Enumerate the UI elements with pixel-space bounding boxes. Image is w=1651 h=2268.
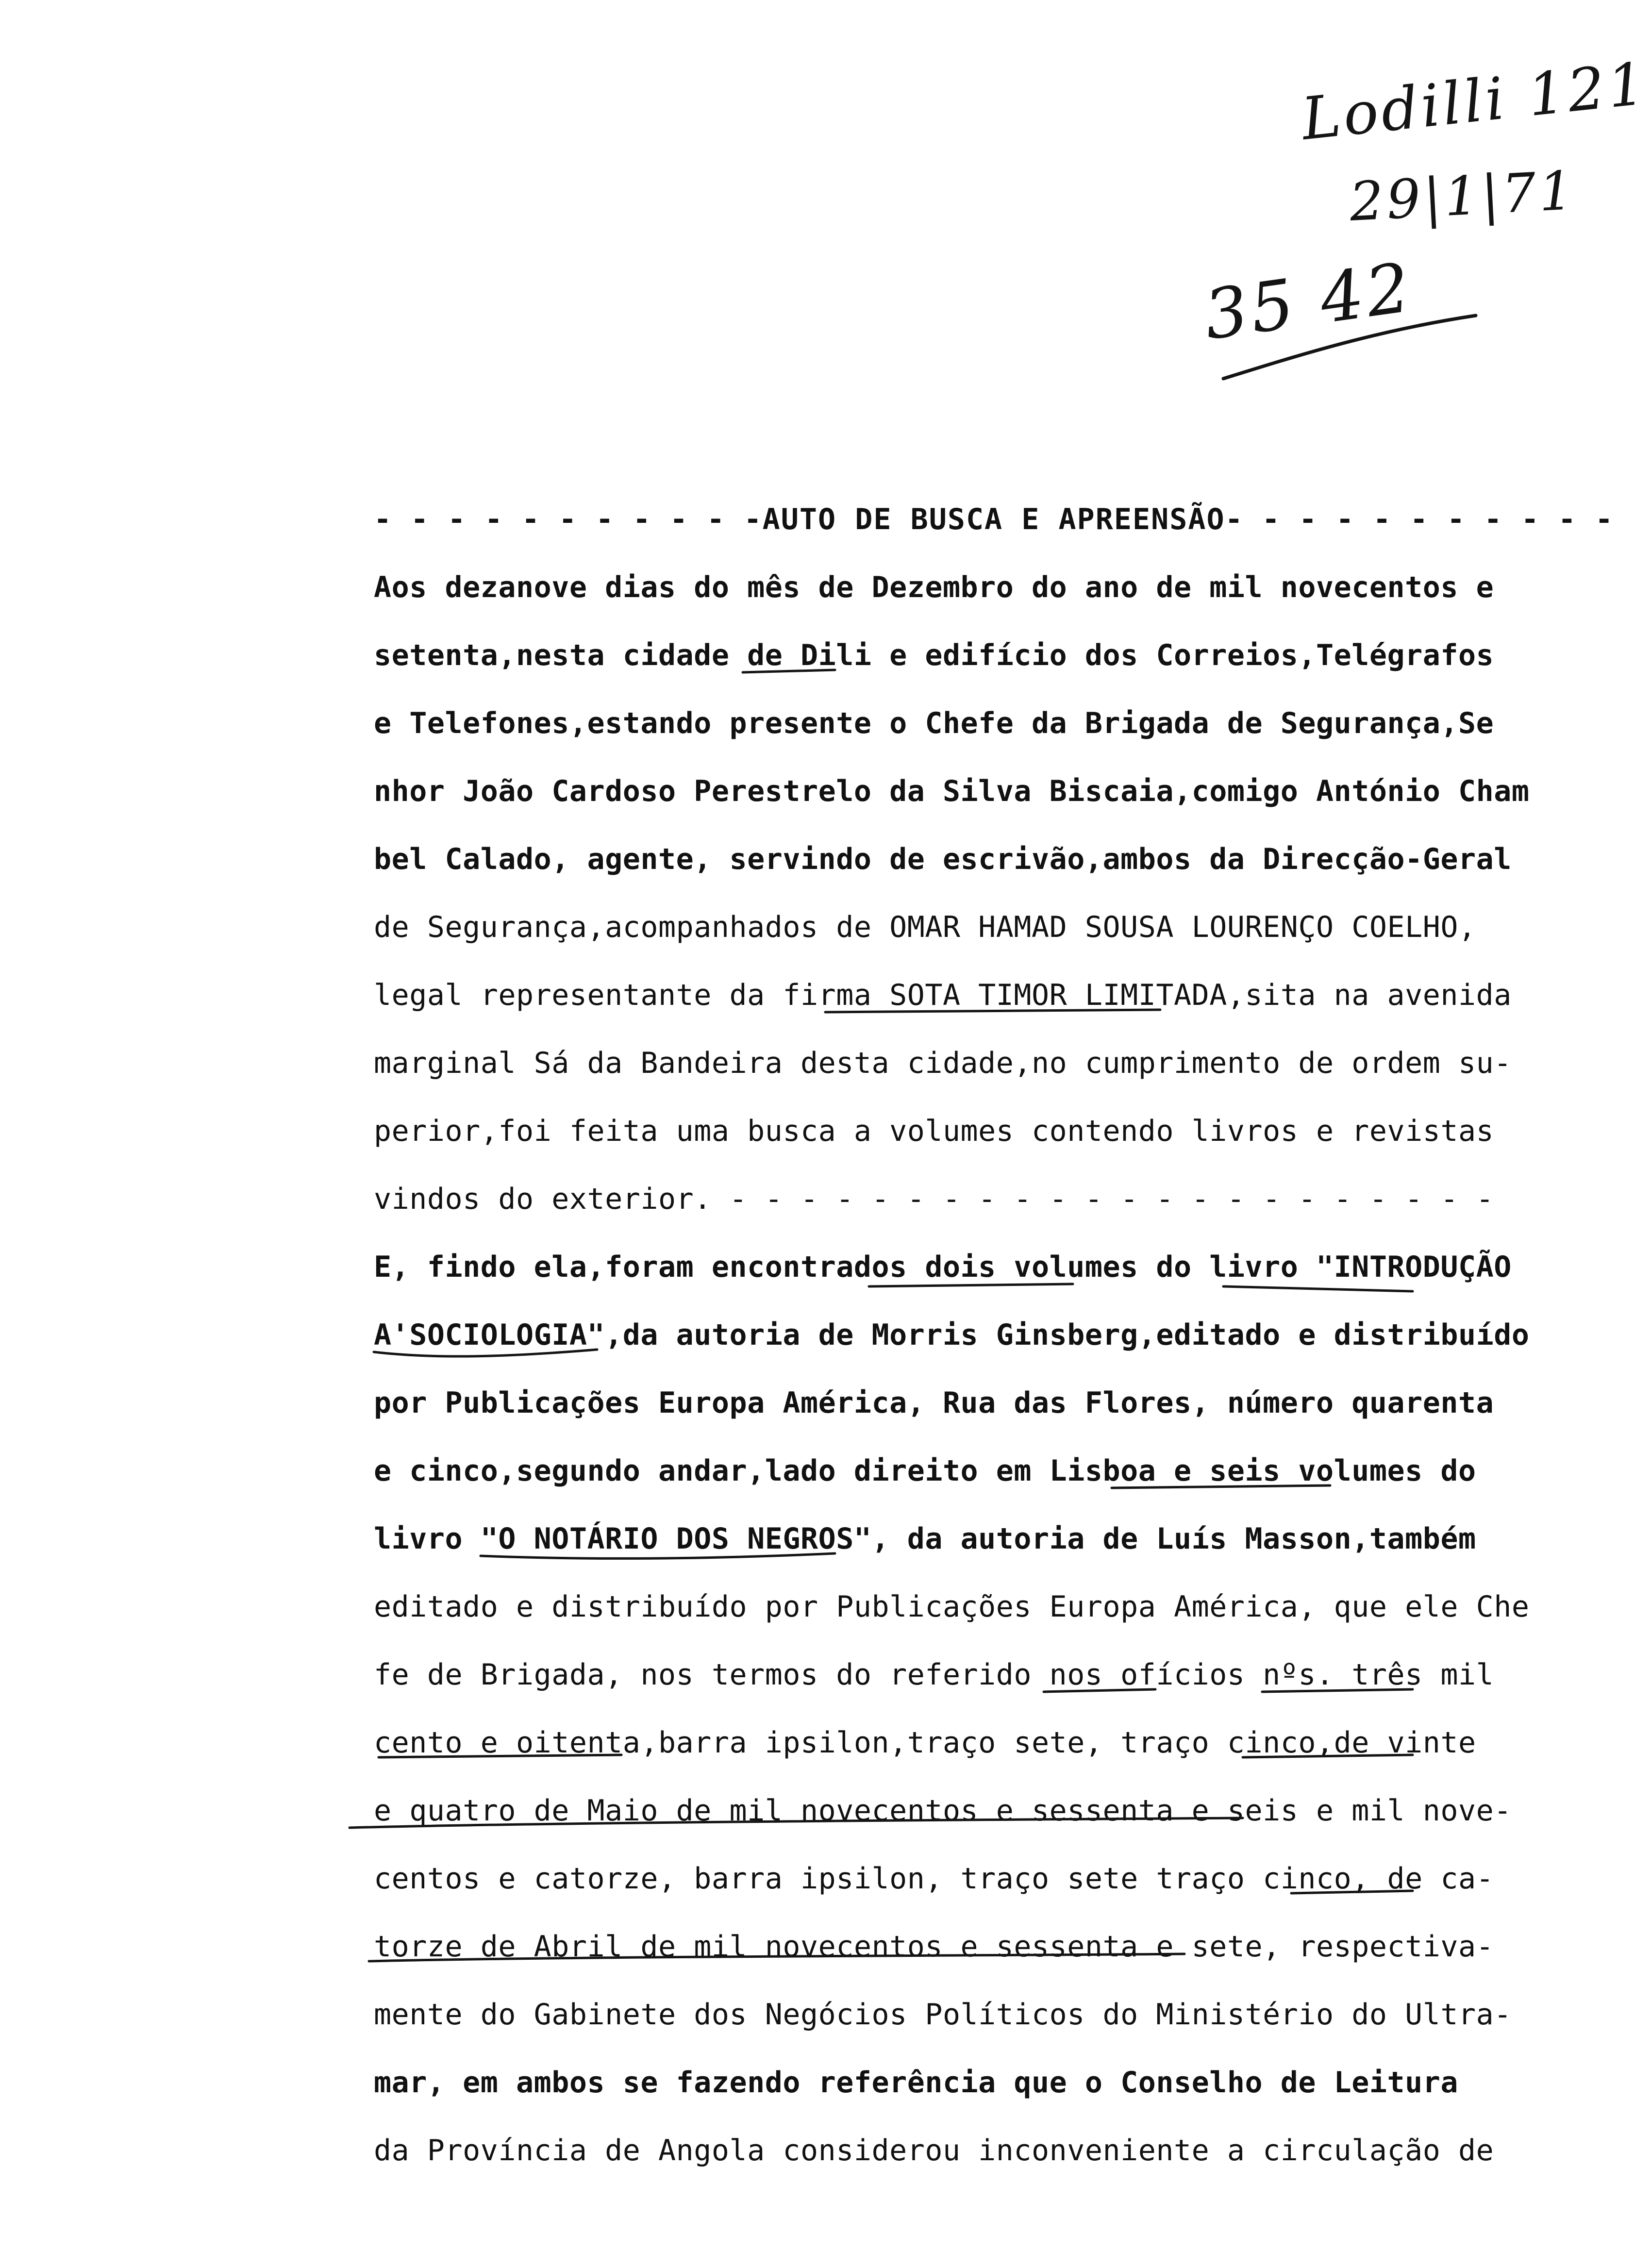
- typed-body: [374, 485, 1614, 2185]
- text-line: Aos dezanove dias do mês de Dezembro do ano de mil novecentos e: [374, 570, 1494, 604]
- text-line: mente do Gabinete dos Negócios Políticos do Ministério do Ultra-: [374, 1998, 1512, 2032]
- text-line: editado e distribuído por Publicações Europa América, que ele Che: [374, 1590, 1530, 1624]
- text-line: perior,foi feita uma busca a volumes contendo livros e revistas: [374, 1114, 1494, 1148]
- text-line: por Publicações Europa América, Rua das Flores, número quarenta: [374, 1386, 1494, 1420]
- text-line: A'SOCIOLOGIA",da autoria de Morris Ginsberg,editado e distribuído: [374, 1318, 1530, 1352]
- text-line: bel Calado, agente, servindo de escrivão,ambos da Direcção-Geral: [374, 842, 1512, 876]
- text-line: cento e oitenta,barra ipsilon,traço sete, traço cinco,de vinte: [374, 1726, 1476, 1760]
- handwritten-annotation-3: 35 42: [1199, 248, 1418, 356]
- text-line: legal representante da firma SOTA TIMOR LIMITADA,sita na avenida: [374, 978, 1512, 1012]
- text-line: nhor João Cardoso Perestrelo da Silva Biscaia,comigo António Cham: [374, 774, 1530, 808]
- text-line: e quatro de Maio de mil novecentos e sessenta e seis e mil nove-: [374, 1794, 1512, 1828]
- text-line: fe de Brigada, nos termos do referido nos ofícios nºs. três mil: [374, 1658, 1494, 1692]
- document-title: - - - - - - - - - - -AUTO DE BUSCA E APREENSÃO- - - - - - - - - - -: [374, 502, 1614, 536]
- text-line: mar, em ambos se fazendo referência que o Conselho de Leitura: [374, 2066, 1459, 2100]
- text-line: E, findo ela,foram encontrados dois volumes do livro "INTRODUÇÃO: [374, 1250, 1512, 1284]
- handwritten-stroke: [1214, 311, 1485, 384]
- text-line: centos e catorze, barra ipsilon, traço sete traço cinco, de ca-: [374, 1862, 1494, 1896]
- text-line: torze de Abril de mil novecentos e sessenta e sete, respectiva-: [374, 1930, 1494, 1964]
- text-line: livro "O NOTÁRIO DOS NEGROS", da autoria de Luís Masson,também: [374, 1522, 1476, 1556]
- text-line: e cinco,segundo andar,lado direito em Lisboa e seis volumes do: [374, 1454, 1476, 1488]
- text-line: e Telefones,estando presente o Chefe da Brigada de Segurança,Se: [374, 706, 1494, 740]
- text-line: de Segurança,acompanhados de OMAR HAMAD SOUSA LOURENÇO COELHO,: [374, 910, 1476, 944]
- text-line: marginal Sá da Bandeira desta cidade,no cumprimento de ordem su-: [374, 1046, 1512, 1080]
- text-line: vindos do exterior. - - - - - - - - - - - - - - - - - - - - - -: [374, 1182, 1494, 1216]
- text-line: setenta,nesta cidade de Dili e edifício dos Correios,Telégrafos: [374, 638, 1494, 672]
- handwritten-annotation-2: 29|1|71: [1348, 159, 1578, 233]
- text-line: da Província de Angola considerou inconveniente a circulação de: [374, 2134, 1494, 2168]
- handwritten-annotation-1: Lodilli 121: [1298, 50, 1651, 154]
